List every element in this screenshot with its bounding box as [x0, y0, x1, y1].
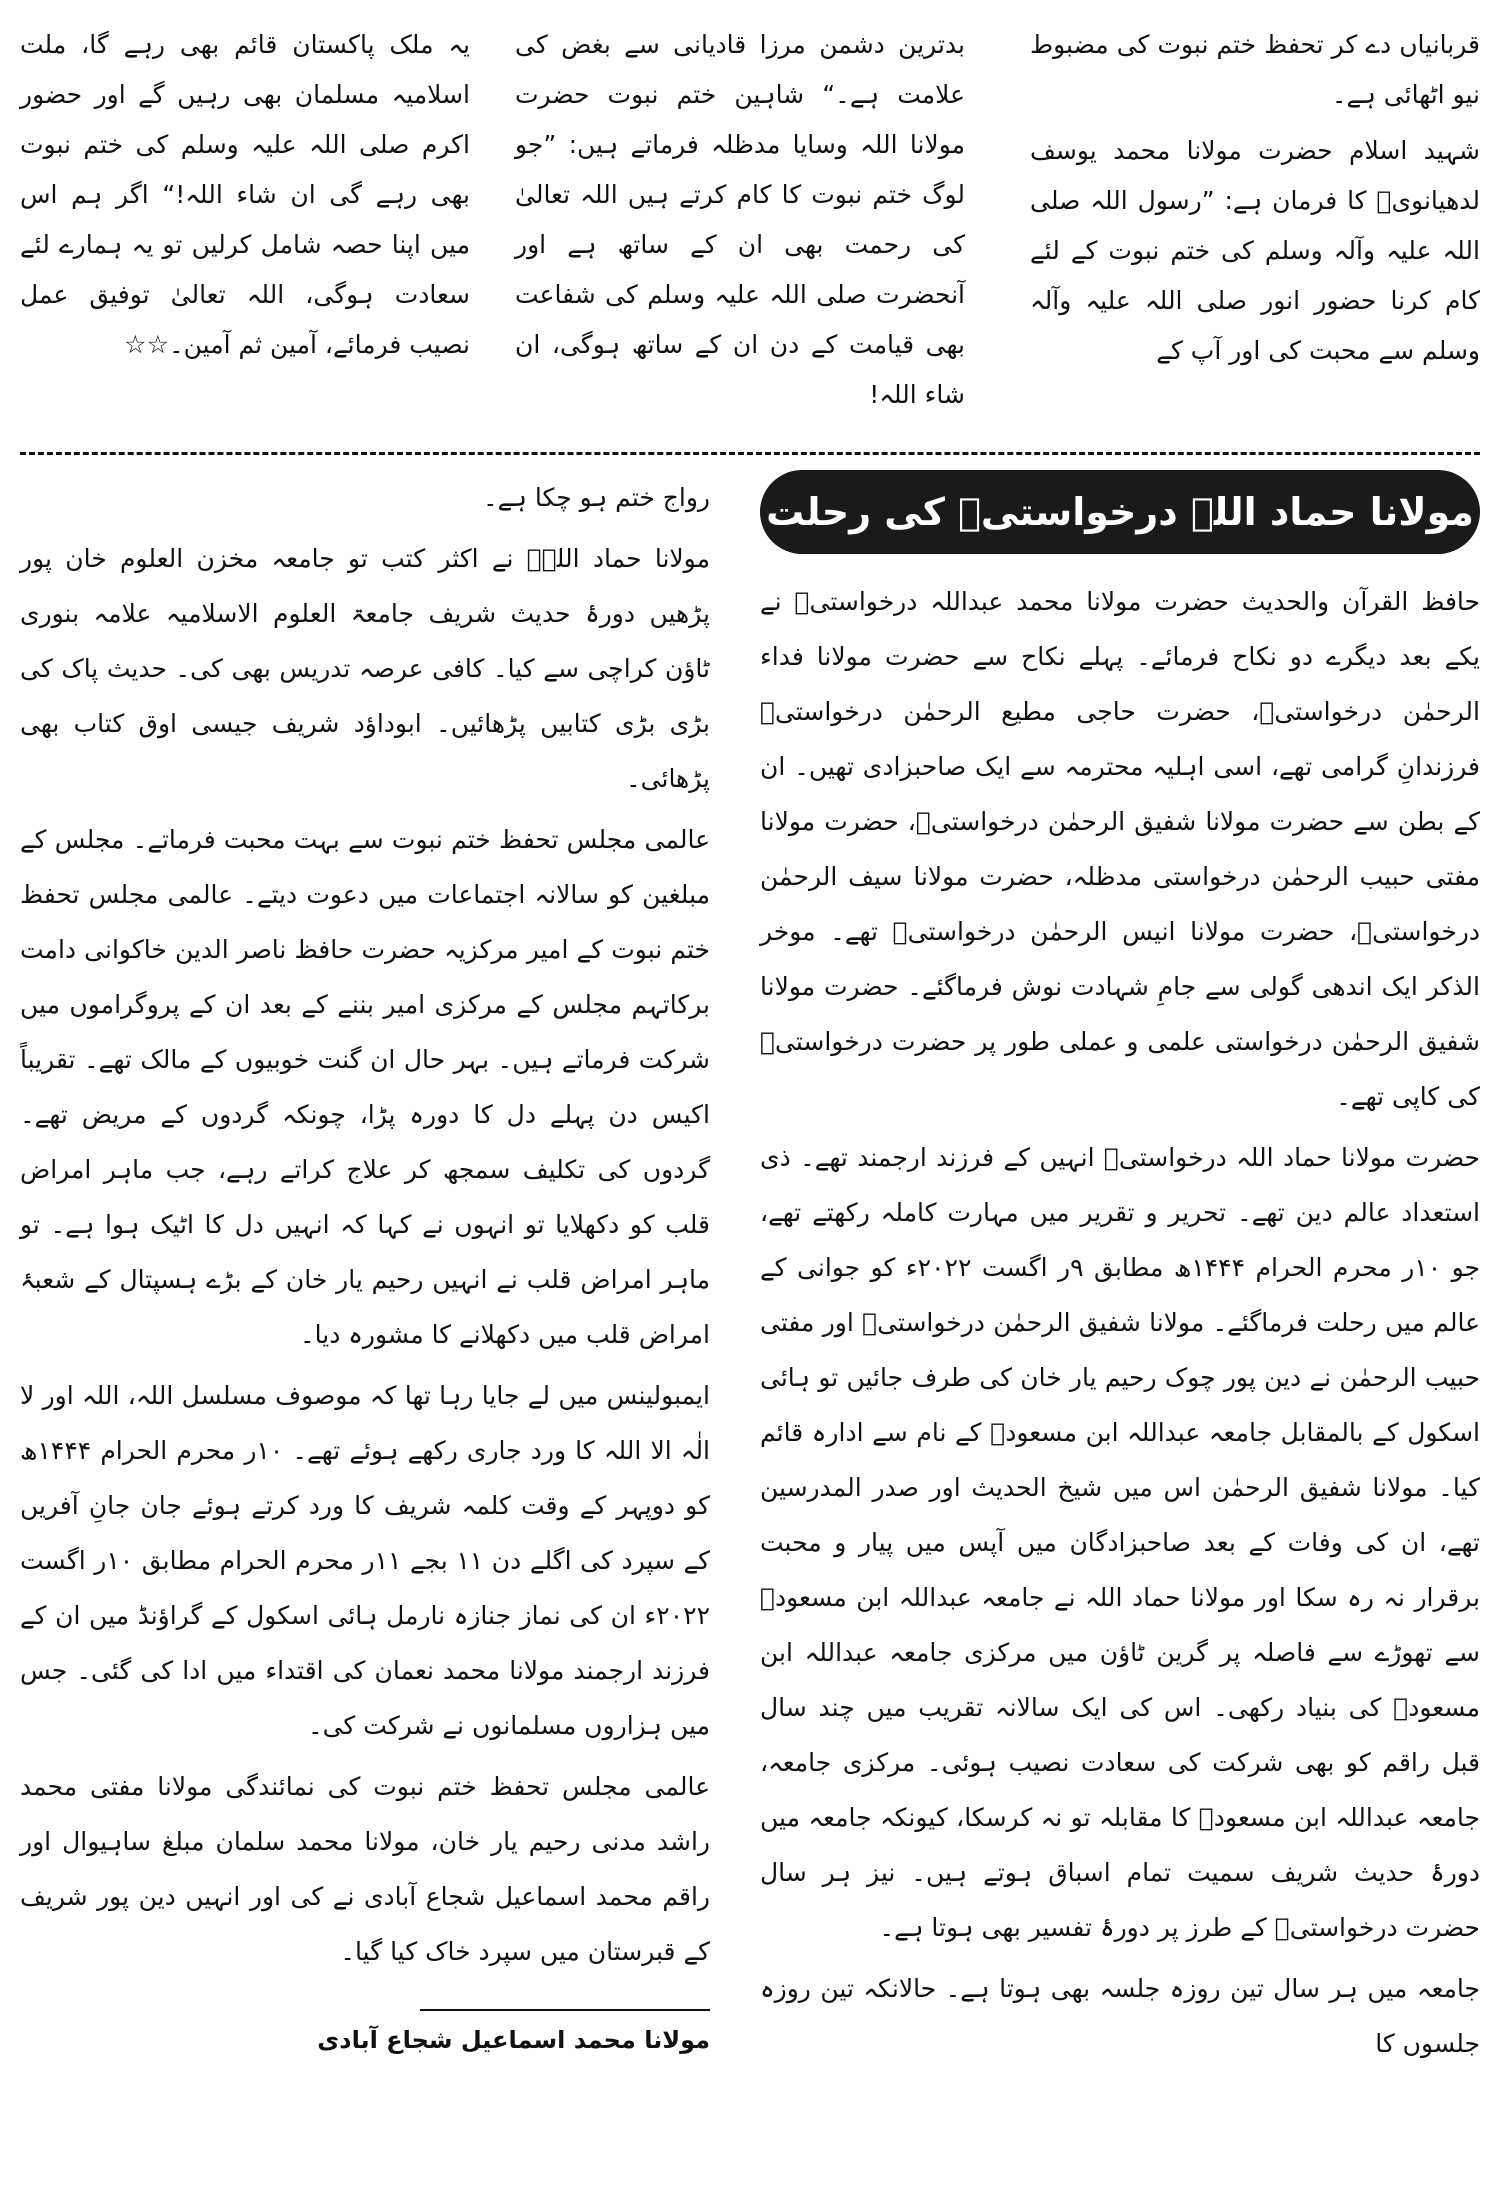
- paragraph: حضرت مولانا حماد اللہ درخواستیؒ انہیں کے فرزند ارجمند تھے۔ ذی استعداد عالم دین تھے۔ تحریر و تقریر میں مہارت کاملہ رکھتے تھے، جو ۱۰ر محرم الحرام ۱۴۴۴ھ مطابق ۹ر اگست ۲۰۲۲ء کو جوانی کے عالم میں رحلت فرماگئے۔ مولانا شفیق الرحمٰن درخواستیؒ اور مفتی حبیب الرحمٰن نے دین پور چوک رحیم یار خان کی طرف جائیں تو ہائی اسکول کے بالمقابل جامعہ عبداللہ ابن مسعودؓ کے نام سے ادارہ قائم کیا۔ مولانا شفیق الرحمٰن اس میں شیخ الحدیث اور صدر المدرسین تھے، ان کی وفات کے بعد صاحبزادگان میں آپس میں پیار و محبت برقرار نہ رہ سکا اور مولانا حماد اللہ نے جامعہ عبداللہ ابن مسعودؓ سے تھوڑے سے فاصلہ پر گرین ٹاؤن میں مرکزی جامعہ عبداللہ ابن مسعودؓ کی بنیاد رکھی۔ اس کی ایک سالانہ تقریب میں چند سال قبل راقم کو بھی شرکت کی سعادت نصیب ہوئی۔ مرکزی جامعہ، جامعہ عبداللہ ابن مسعودؓ کا مقابلہ تو نہ کرسکا، کیونکہ جامعہ میں دورۂ حدیث شریف سمیت تمام اسباق ہوتے ہیں۔ نیز ہر سال حضرت درخواستیؒ کے طرز پر دورۂ تفسیر بھی ہوتا ہے۔: [760, 1143, 1480, 1942]
- paragraph: رواج ختم ہو چکا ہے۔: [482, 483, 710, 512]
- signature-rule: [420, 2009, 710, 2011]
- paragraph: ایمبولینس میں لے جایا رہا تھا کہ موصوف مسلسل اللہ، اللہ اور لا الٰہ الا اللہ کا ورد جاری رکھے ہوئے تھے۔ ۱۰ر محرم الحرام ۱۴۴۴ھ کو دوپہر کے وقت کلمہ شریف کا ورد کرتے ہوئے جان جانِ آفریں کے سپرد کی اگلے دن ۱۱ بجے ۱۱ر محرم الحرام مطابق ۱۰ر اگست ۲۰۲۲ء ان کی نماز جنازہ نارمل ہائی اسکول کے گراؤنڈ میں ان کے فرزند ارجمند مولانا محمد نعمان کی اقتداء میں ادا کی گئی۔ جس میں ہزاروں مسلمانوں نے شرکت کی۔: [20, 1381, 711, 1740]
- paragraph: یہ ملک پاکستان قائم بھی رہے گا، ملت اسلامیہ مسلمان بھی رہیں گے اور حضور اکرم صلی اللہ علیہ وسلم کی ختم نبوت بھی رہے گی ان شاء اللہ!“ اگر ہم اس میں اپنا حصہ شامل کرلیں تو یہ ہمارے لئے سعادت ہوگی، اللہ تعالیٰ توفیق عمل نصیب فرمائے، آمین ثم آمین۔☆☆: [20, 30, 470, 359]
- paragraph: شہید اسلام حضرت مولانا محمد یوسف لدھیانویؒ کا فرمان ہے: ”رسول اللہ صلی اللہ علیہ وآلہ وسلم کی ختم نبوت کے لئے کام کرنا حضور انور صلی اللہ علیہ وآلہ وسلم سے محبت کی اور آپ کے: [1030, 136, 1480, 365]
- article-column-left: [20, 470, 710, 2190]
- author-byline: مولانا محمد اسماعیل شجاع آبادی: [317, 2026, 710, 2054]
- paragraph: حافظ القرآن والحدیث حضرت مولانا محمد عبداللہ درخواستیؒ نے یکے بعد دیگرے دو نکاح فرمائے۔ پہلے نکاح سے حضرت مولانا فداء الرحمٰن درخواستیؒ، حضرت حاجی مطیع الرحمٰن درخواستیؒ فرزندانِ گرامی تھے، اسی اہلیہ محترمہ سے ایک صاحبزادی تھیں۔ ان کے بطن سے حضرت مولانا شفیق الرحمٰن درخواستیؒ، حضرت مولانا مفتی حبیب الرحمٰن درخواستی مدظلہ، حضرت مولانا سیف الرحمٰن درخواستیؒ، حضرت مولانا انیس الرحمٰن درخواستیؒ تھے۔ موخر الذکر ایک اندھی گولی سے جامِ شہادت نوش فرماگئے۔ حضرت مولانا شفیق الرحمٰن درخواستی علمی و عملی طور پر حضرت درخواستیؒ کی کاپی تھے۔: [760, 587, 1480, 1111]
- previous-article-continuation: [20, 20, 1480, 438]
- article-column-right: [760, 470, 1480, 2190]
- paragraph: بدترین دشمن مرزا قادیانی سے بغض کی علامت ہے۔“ شاہین ختم نبوت حضرت مولانا اللہ وسایا مدظلہ فرماتے ہیں: ”جو لوگ ختم نبوت کا کام کرتے ہیں اللہ تعالیٰ کی رحمت بھی ان کے ساتھ ہے اور آنحضرت صلی اللہ علیہ وسلم کی شفاعت بھی قیامت کے دن ان کے ساتھ ہوگی، ان شاء اللہ!: [515, 30, 965, 409]
- paragraph: جامعہ میں ہر سال تین روزہ جلسہ بھی ہوتا ہے۔ حالانکہ تین روزہ جلسوں کا: [760, 1974, 1480, 2058]
- paragraph: عالمی مجلس تحفظ ختم نبوت سے بہت محبت فرماتے۔ مجلس کے مبلغین کو سالانہ اجتماعات میں دعوت دیتے۔ عالمی مجلس تحفظ ختم نبوت کے امیر مرکزیہ حضرت حافظ ناصر الدین خاکوانی دامت برکاتہم مجلس کے مرکزی امیر بننے کے بعد ان کے پروگراموں میں شرکت فرماتے ہیں۔ بہر حال ان گنت خوبیوں کے مالک تھے۔ تقریباً اکیس دن پہلے دل کا دورہ پڑا، چونکہ گردوں کے مریض تھے۔ گردوں کی تکلیف سمجھ کر علاج کراتے رہے، جب ماہر امراض قلب کو دکھلایا تو انہوں نے کہا کہ انہیں دل کا اٹیک ہوا ہے۔ تو ماہر امراض قلب نے انہیں رحیم یار خان کے بڑے ہسپتال کے شعبۂ امراض قلب میں دکھلانے کا مشورہ دیا۔: [20, 825, 710, 1349]
- dashed-divider: [20, 452, 1480, 455]
- paragraph: مولانا حماد اللہؒ نے اکثر کتب تو جامعہ مخزن العلوم خان پور پڑھیں دورۂ حدیث شریف جامعۃ العلوم الاسلامیہ علامہ بنوری ٹاؤن کراچی سے کیا۔ کافی عرصہ تدریس بھی کی۔ حدیث پاک کی بڑی بڑی کتابیں پڑھائیں۔ ابوداؤد شریف جیسی اوق کتاب بھی پڑھائی۔: [20, 544, 710, 793]
- paragraph: عالمی مجلس تحفظ ختم نبوت کی نمائندگی مولانا مفتی محمد راشد مدنی رحیم یار خان، مولانا محمد سلمان مبلغ ساہیوال اور راقم محمد اسماعیل شجاع آبادی نے کی اور انہیں دین پور شریف کے قبرستان میں سپرد خاک کیا گیا۔: [20, 1772, 710, 1966]
- article: [20, 470, 1480, 2190]
- top-column-middle: [515, 20, 965, 426]
- paragraph: قربانیاں دے کر تحفظ ختم نبوت کی مضبوط نیو اٹھائی ہے۔: [1030, 30, 1480, 109]
- top-column-left: [20, 20, 470, 376]
- top-column-right: [1030, 20, 1480, 382]
- article-title: مولانا حماد اللہ درخواستیؒ کی رحلت: [760, 470, 1480, 554]
